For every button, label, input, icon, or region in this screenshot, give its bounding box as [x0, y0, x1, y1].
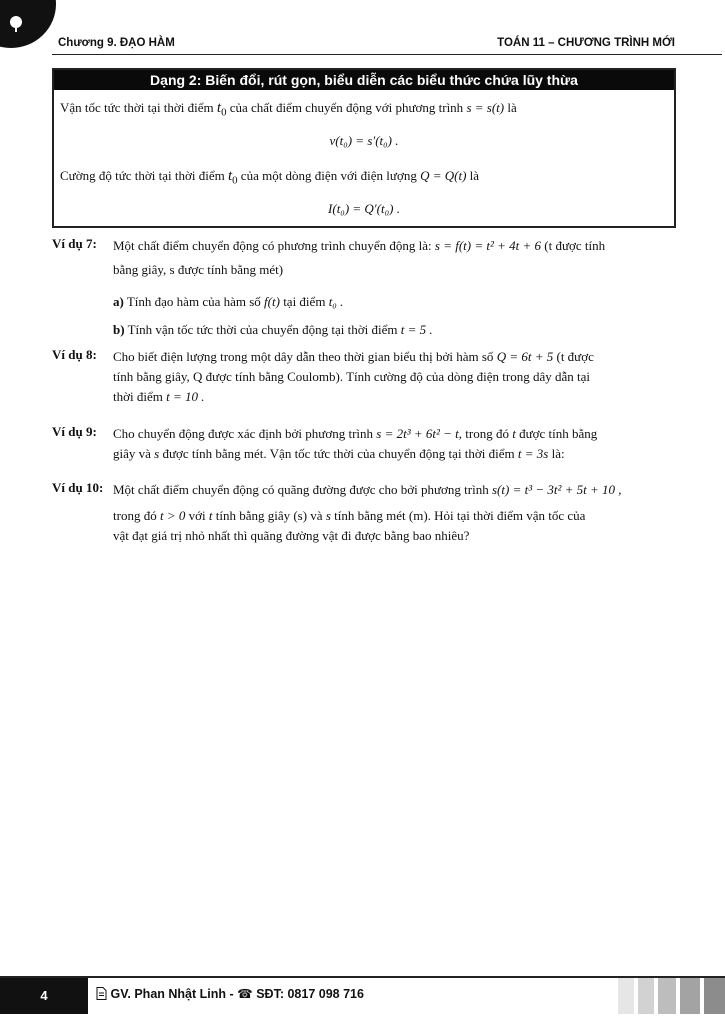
part-b: b) Tính vận tốc tức thời của chuyển động tại thời điểm t = 5 .: [113, 322, 433, 337]
example-label: Ví dụ 7:: [52, 236, 97, 251]
phone-number: SĐT: 0817 098 716: [256, 987, 364, 1001]
author-info: GV. Phan Nhật Linh - ☎ SĐT: 0817 098 716: [96, 986, 364, 1001]
example-label: Ví dụ 10:: [52, 480, 104, 495]
tree-logo-icon: [6, 14, 26, 34]
example-label: Ví dụ 8:: [52, 347, 97, 362]
current-formula: I(t₀) = Q′(t₀) .: [328, 201, 400, 216]
page-header: [58, 34, 675, 54]
course-title: TOÁN 11 – CHƯƠNG TRÌNH MỚI: [497, 37, 675, 49]
part-a: a) Tính đạo hàm của hàm số f(t) tại điểm t₀ .: [113, 294, 344, 309]
footer-bar: [618, 978, 634, 1014]
author-name: GV. Phan Nhật Linh: [110, 987, 227, 1001]
theory-box: [52, 68, 676, 228]
document-icon: [96, 987, 107, 1000]
footer-bar: [638, 978, 654, 1014]
footer-bar: [658, 978, 676, 1014]
footer-bar: [704, 978, 725, 1014]
current-definition: Cường độ tức thời tại thời điểm $t_0$ của một dòng điện với điện lượng Q = Q(t) là: [60, 168, 480, 187]
footer-decoration-bars: [614, 978, 725, 1014]
header-divider: [52, 54, 722, 55]
footer-bar: [680, 978, 700, 1014]
example-label: Ví dụ 9:: [52, 424, 97, 439]
velocity-formula: v(t₀) = s′(t₀) .: [329, 133, 399, 148]
phone-icon: ☎: [237, 987, 253, 1001]
theory-title: Dạng 2: Biến đổi, rút gọn, biểu diễn các biểu thức chứa lũy thừa: [54, 70, 674, 90]
chapter-title: Chương 9. ĐẠO HÀM: [58, 37, 175, 49]
velocity-definition: Vận tốc tức thời tại thời điểm $t_0$ của chất điểm chuyển động với phương trình s = s(t) là: [60, 100, 517, 119]
page-number: 4: [0, 978, 88, 1014]
